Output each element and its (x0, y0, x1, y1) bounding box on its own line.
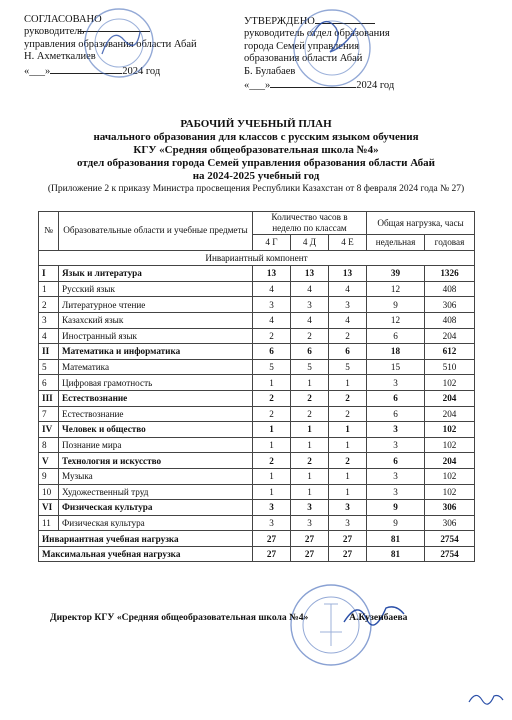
title-line4: отдел образования города Семей управления образования области Абай (77, 157, 435, 169)
cell-num: VI (39, 500, 59, 516)
approval-left-line2: управления образования области Абай (24, 38, 197, 50)
cell-num: 2 (39, 297, 59, 313)
cell-subject: Математика и информатика (59, 344, 253, 360)
cell-v2: 1 (291, 375, 329, 391)
table-row (39, 406, 475, 422)
cell-num: 7 (39, 406, 59, 422)
cell-v3: 6 (329, 344, 367, 360)
cell-subject: Казахский язык (59, 312, 253, 328)
table-row (39, 328, 475, 344)
cell-v1: 6 (253, 344, 291, 360)
cell-year: 102 (425, 484, 475, 500)
table-row-total (39, 531, 475, 547)
cell-v1: 1 (253, 422, 291, 438)
table-row-section (39, 453, 475, 469)
cell-v2: 6 (291, 344, 329, 360)
cell-v3: 1 (329, 484, 367, 500)
cell-year: 2754 (425, 546, 475, 562)
cell-v2: 1 (291, 468, 329, 484)
table-row (39, 297, 475, 313)
title-line1: РАБОЧИЙ УЧЕБНЫЙ ПЛАН (180, 118, 332, 130)
table-row-section (39, 500, 475, 516)
cell-num: 11 (39, 515, 59, 531)
cell-subject: Технология и искусство (59, 453, 253, 469)
cell-v2: 13 (291, 266, 329, 282)
cell-subject: Физическая культура (59, 515, 253, 531)
cell-v3: 4 (329, 312, 367, 328)
corner-signature (466, 686, 506, 710)
cell-num: IV (39, 422, 59, 438)
cell-v2: 5 (291, 359, 329, 375)
table-body (39, 250, 475, 562)
header-class-4e: 4 Е (329, 235, 367, 251)
cell-year: 612 (425, 344, 475, 360)
title-line3: КГУ «Средняя общеобразовательная школа №4» (133, 144, 379, 156)
cell-v1: 1 (253, 375, 291, 391)
cell-num: 9 (39, 468, 59, 484)
cell-v3: 2 (329, 390, 367, 406)
table-row (39, 375, 475, 391)
cell-num: II (39, 344, 59, 360)
cell-subject: Иностранный язык (59, 328, 253, 344)
header-yearly: годовая (425, 235, 475, 251)
cell-week: 12 (367, 312, 425, 328)
header-load: Общая нагрузка, часы (367, 212, 475, 235)
cell-week: 6 (367, 453, 425, 469)
title-line5: на 2024-2025 учебный год (192, 170, 320, 182)
cell-v3: 1 (329, 375, 367, 391)
cell-year: 204 (425, 406, 475, 422)
cell-v1: 4 (253, 312, 291, 328)
cell-v3: 13 (329, 266, 367, 282)
cell-week: 3 (367, 484, 425, 500)
cell-v3: 27 (329, 531, 367, 547)
table-row-section (39, 390, 475, 406)
cell-year: 408 (425, 281, 475, 297)
approval-right-block (244, 14, 394, 92)
cell-v3: 1 (329, 422, 367, 438)
header-weekly: недельная (367, 235, 425, 251)
cell-year: 204 (425, 390, 475, 406)
approval-right-line4: Б. Булабаев (244, 65, 296, 77)
header-num: № (39, 212, 59, 251)
cell-subject: Естествознание (59, 390, 253, 406)
table-row (39, 437, 475, 453)
approval-right-line2: города Семей управления (244, 40, 360, 52)
cell-week: 6 (367, 406, 425, 422)
cell-v1: 4 (253, 281, 291, 297)
cell-year: 306 (425, 515, 475, 531)
curriculum-table (38, 211, 475, 562)
cell-subject: Русский язык (59, 281, 253, 297)
approval-left-date-blank (50, 64, 122, 74)
cell-num: 1 (39, 281, 59, 297)
table-row (39, 359, 475, 375)
approval-right-label-text: УТВЕРЖДЕНО (244, 16, 315, 27)
cell-v3: 2 (329, 328, 367, 344)
cell-subject: Познание мира (59, 437, 253, 453)
approval-right-date-year: 2024 год (356, 80, 395, 92)
title-line2: начального образования для классов с русским языком обучения (93, 131, 419, 143)
cell-v2: 27 (291, 531, 329, 547)
cell-year: 102 (425, 422, 475, 438)
cell-v3: 4 (329, 281, 367, 297)
cell-week: 6 (367, 328, 425, 344)
cell-v3: 3 (329, 500, 367, 516)
cell-week: 39 (367, 266, 425, 282)
cell-v1: 1 (253, 484, 291, 500)
approval-left-line1: руководитель (24, 26, 85, 38)
approval-left-date (24, 64, 197, 78)
table-row-section (39, 344, 475, 360)
approval-right-label (244, 14, 394, 28)
cell-v2: 1 (291, 484, 329, 500)
cell-v1: 3 (253, 297, 291, 313)
cell-subject: Физическая культура (59, 500, 253, 516)
cell-week: 81 (367, 531, 425, 547)
cell-year: 102 (425, 375, 475, 391)
header-class-4g: 4 Г (253, 235, 291, 251)
cell-year: 306 (425, 297, 475, 313)
cell-week: 3 (367, 375, 425, 391)
cell-v3: 2 (329, 453, 367, 469)
cell-v3: 1 (329, 468, 367, 484)
cell-num: I (39, 266, 59, 282)
cell-num: 3 (39, 312, 59, 328)
cell-v1: 1 (253, 437, 291, 453)
cell-v2: 1 (291, 422, 329, 438)
cell-v2: 1 (291, 437, 329, 453)
cell-week: 3 (367, 422, 425, 438)
table-row (39, 515, 475, 531)
cell-num: 8 (39, 437, 59, 453)
cell-year: 408 (425, 312, 475, 328)
cell-week: 6 (367, 390, 425, 406)
cell-num: 6 (39, 375, 59, 391)
header-hours: Количество часов в неделю по классам (253, 212, 367, 235)
director-sign-space (311, 611, 347, 620)
cell-v3: 5 (329, 359, 367, 375)
cell-week: 18 (367, 344, 425, 360)
cell-subject: Язык и литература (59, 266, 253, 282)
approval-left-date-year: 2024 год (122, 65, 161, 77)
cell-v2: 3 (291, 500, 329, 516)
cell-v2: 2 (291, 390, 329, 406)
cell-subject: Музыка (59, 468, 253, 484)
approval-left-line3: Н. Ахметкалиев (24, 51, 96, 63)
cell-week: 81 (367, 546, 425, 562)
cell-num: V (39, 453, 59, 469)
header-subject: Образовательные области и учебные предметы (59, 212, 253, 251)
approval-left-date-day: «___» (24, 65, 51, 77)
cell-v3: 3 (329, 297, 367, 313)
cell-year: 510 (425, 359, 475, 375)
cell-week: 9 (367, 297, 425, 313)
approval-right-date-blank (270, 78, 356, 88)
cell-v1: 3 (253, 500, 291, 516)
cell-num: 4 (39, 328, 59, 344)
cell-week: 9 (367, 500, 425, 516)
cell-year: 102 (425, 437, 475, 453)
table-row-section (39, 266, 475, 282)
table-row-section (39, 422, 475, 438)
cell-year: 2754 (425, 531, 475, 547)
cell-v2: 3 (291, 515, 329, 531)
cell-v2: 2 (291, 406, 329, 422)
cell-v1: 2 (253, 328, 291, 344)
cell-v3: 1 (329, 437, 367, 453)
director-title: Директор КГУ «Средняя общеобразовательная школа №4» (50, 612, 309, 623)
table-row (39, 281, 475, 297)
cell-num: III (39, 390, 59, 406)
bottom-stamp-seal (288, 582, 374, 668)
cell-year: 1326 (425, 266, 475, 282)
approval-right-date-day: «___» (244, 80, 271, 92)
approval-right-date (244, 78, 394, 92)
cell-year: 306 (425, 500, 475, 516)
cell-week: 3 (367, 468, 425, 484)
cell-num: 5 (39, 359, 59, 375)
cell-week: 9 (367, 515, 425, 531)
cell-subject: Цифровая грамотность (59, 375, 253, 391)
cell-subject: Литературное чтение (59, 297, 253, 313)
table-header (39, 212, 475, 251)
table-row (39, 312, 475, 328)
cell-year: 204 (425, 453, 475, 469)
table-row (39, 484, 475, 500)
cell-num: 10 (39, 484, 59, 500)
cell-subject: Художественный труд (59, 484, 253, 500)
cell-week: 15 (367, 359, 425, 375)
cell-year: 204 (425, 328, 475, 344)
cell-week: 3 (367, 437, 425, 453)
cell-v2: 4 (291, 281, 329, 297)
table-row (39, 468, 475, 484)
director-name: А.Кузенбаева (349, 612, 408, 623)
cell-v2: 2 (291, 328, 329, 344)
document-title-block (0, 118, 512, 196)
table-row-total (39, 546, 475, 562)
title-note: (Приложение 2 к приказу Министра просвещения Республики Казахстан от 8 февраля 2024 года № 27) (47, 184, 465, 194)
approval-left-label: СОГЛАСОВАНО (24, 14, 102, 25)
cell-v3: 2 (329, 406, 367, 422)
approval-left-signature-line (78, 22, 150, 32)
cell-v1: 3 (253, 515, 291, 531)
cell-v2: 27 (291, 546, 329, 562)
cell-v1: 13 (253, 266, 291, 282)
cell-total-label: Инвариантная учебная нагрузка (39, 531, 253, 547)
cell-total-label: Максимальная учебная нагрузка (39, 546, 253, 562)
cell-v2: 2 (291, 453, 329, 469)
cell-subject: Естествознание (59, 406, 253, 422)
header-class-4d: 4 Д (291, 235, 329, 251)
cell-v3: 27 (329, 546, 367, 562)
cell-v1: 2 (253, 406, 291, 422)
cell-v2: 4 (291, 312, 329, 328)
cell-year: 102 (425, 468, 475, 484)
cell-v1: 2 (253, 453, 291, 469)
director-line (50, 611, 407, 623)
cell-v1: 27 (253, 531, 291, 547)
cell-week: 12 (367, 281, 425, 297)
cell-v1: 2 (253, 390, 291, 406)
cell-subject: Математика (59, 359, 253, 375)
approval-right-line3: образования области Абай (244, 53, 363, 65)
approval-right-signature-line (315, 14, 375, 24)
cell-v2: 3 (291, 297, 329, 313)
section-invariant: Инвариантный компонент (39, 250, 475, 266)
cell-v1: 5 (253, 359, 291, 375)
cell-v3: 3 (329, 515, 367, 531)
cell-v1: 27 (253, 546, 291, 562)
cell-v1: 1 (253, 468, 291, 484)
approval-right-line1: руководитель отдел образования (244, 28, 390, 40)
cell-subject: Человек и общество (59, 422, 253, 438)
